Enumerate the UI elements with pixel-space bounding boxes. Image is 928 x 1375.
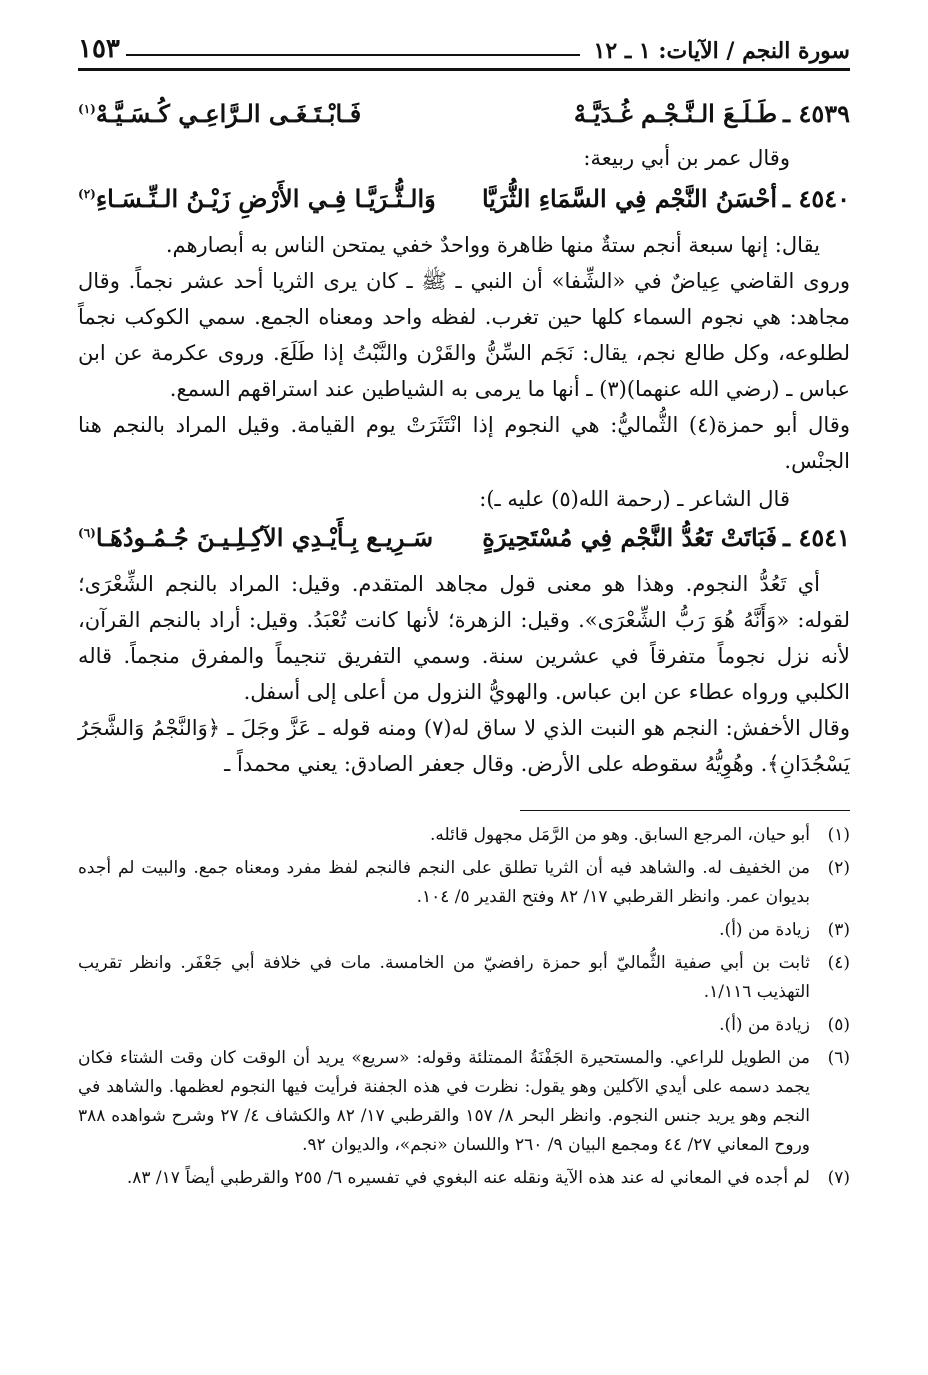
- running-title: سورة النجم / الآيات: ١ ـ ١٢: [593, 38, 850, 64]
- footnote-text: أبو حيان، المرجع السابق. وهو من الرَّمَل مجهول قائله.: [430, 825, 810, 845]
- footnote-number: (١): [827, 825, 850, 845]
- footnote-text: لم أجده في المعاني له عند هذه الآية ونقله عنه البغوي في تفسيره ٦/ ٢٥٥ والقرطبي أيضاً ١٧/ ٨٣.: [126, 1168, 810, 1188]
- footnotes: [78, 821, 850, 1193]
- footnote-item: [78, 916, 850, 945]
- commentary-paragraph: [78, 566, 850, 782]
- footnote-item: [78, 1044, 850, 1160]
- footnote-item: [78, 821, 850, 850]
- footnote-text: زيادة من (أ).: [719, 1015, 810, 1035]
- poetry-verse: [78, 99, 850, 128]
- footnote-item: [78, 854, 850, 912]
- footnote-number: (٧): [827, 1168, 850, 1188]
- poetry-verse: [78, 523, 850, 552]
- attribution-line: قال الشاعر ـ (رحمة الله(٥) عليه ـ):: [479, 487, 790, 511]
- verse-hemistich-first: طَـلَـعَ الـنَّـجْـم غُـدَيَّـهْ: [573, 99, 778, 128]
- footnote-divider: [520, 810, 850, 811]
- verse-number: ٤٥٣٩ ـ: [783, 99, 850, 128]
- poetry-verse: [78, 184, 850, 213]
- paragraph-line: وقال أبو حمزة(٤) الثُّماليُّ: هي النجوم إذا انْتَثَرَتْ يوم القيامة. وقيل المراد بالنجم هنا الجنْس.: [78, 413, 850, 473]
- footnote-number: (٥): [827, 1015, 850, 1035]
- footnote-ref: (٢): [78, 187, 96, 201]
- paragraph-line: وروى القاضي عِياضٌ في «الشِّفا» أن النبي ـ ﷺ ـ كان يرى الثريا أحد عشر نجماً. وقال مجاهد: هي نجوم السماء كلها حين تغرب. لفظه واحد ومعناه الجمع. سمي الكوكب نجماً لطلوعه، وكل طالع نجم، يقال: نَجَم السِّنُّ والقَرْن والنَّبْتُ إذا طَلَعَ. وروى عكرمة عن ابن عباس ـ (رضي الله عنهما)(٣) ـ أنها ما يرمى به الشياطين عند استراقهم السمع.: [78, 269, 850, 401]
- footnote-number: (٦): [827, 1048, 850, 1068]
- footnote-text: ثابت بن أبي صفية الثُّماليّ أبو حمزة رافضيّ من الخامسة. مات في خلافة أبي جَعْفَر. وانظر تقريب التهذيب ١/١١٦.: [78, 953, 810, 1002]
- verse-hemistich-first: أحْسَنُ النَّجْم فِي السَّمَاءِ الثُّرَيَّا: [481, 184, 778, 213]
- footnote-text: زيادة من (أ).: [719, 920, 810, 940]
- paragraph-line: يقال: إنها سبعة أنجم ستةٌ منها ظاهرة وواحدٌ خفي يمتحن الناس به أبصارهم.: [165, 233, 820, 257]
- footnote-number: (٤): [827, 953, 850, 973]
- header-divider: [78, 68, 850, 71]
- attribution-line: وقال عمر بن أبي ربيعة:: [583, 146, 790, 170]
- page-number: ١٥٣: [78, 34, 120, 64]
- verse-hemistich-second: سَـرِيـع بِـأَيْـدِي الآكِـلِـيـنَ جُـمُـودُهَـا$^{(٦)}$: [78, 523, 434, 552]
- header-rule: [126, 54, 580, 56]
- verse-number: ٤٥٤١ ـ: [783, 523, 850, 552]
- footnote-item: [78, 1011, 850, 1040]
- paragraph-line: وقال الأخفش: النجم هو النبت الذي لا ساق له(٧) ومنه قوله ـ عَزَّ وجَلَ ـ ﴿وَالنَّجْمُ وَالشَّجَرُ يَسْجُدَانِ﴾. وهُوِيُّهُ سقوطه على الأرض. وقال جعفر الصادق: يعني محمداً ـ: [78, 716, 850, 776]
- footnote-number: (٢): [827, 858, 850, 878]
- footnote-number: (٣): [827, 920, 850, 940]
- footnote-text: من الخفيف له. والشاهد فيه أن الثريا تطلق على النجم فالنجم لفظ مفرد ومعناه جمع. والبيت لم أجده بديوان عمر. وانظر القرطبي ١٧/ ٨٢ وفتح القدير ٥/ ١٠٤.: [78, 858, 810, 907]
- commentary-paragraph: [78, 227, 850, 479]
- footnote-ref: (٦): [78, 526, 96, 540]
- verse-hemistich-second: فَـابْـتَـغَـى الـرَّاعِـي كُـسَـيَّـهْ$^{(١)}$: [78, 99, 362, 128]
- paragraph-line: أي تَعُدُّ النجوم. وهذا هو معنى قول مجاهد المتقدم. وقيل: المراد بالنجم الشِّعْرَى؛ لقوله: «وَأَنَّهُ هُوَ رَبُّ الشِّعْرَى». وقيل: الزهرة؛ لأنها كانت تُعْبَدُ. وقيل: أراد بالنجم القرآن، لأنه نزل نجوماً متفرقاً في عشرين سنة. وسمي التفريق تنجيماً والمفرق منجماً. قاله الكلبي ورواه عطاء عن ابن عباس. والهويُّ النزول من أعلى إلى أسفل.: [78, 572, 850, 704]
- verse-number: ٤٥٤٠ ـ: [783, 184, 850, 213]
- footnote-text: من الطويل للراعي. والمستحيرة الجَفْنَةُ الممتلئة وقوله: «سريع» يريد أن الوقت كان وقت الشتاء فكان يجمد دسمه على أيدي الآكلين وهو يقول: نظرت في هذه الجفنة فرأيت فيها النجوم لعظمها. والشاهد في النجم وهو يريد جنس النجوم. وانظر البحر ٨/ ١٥٧ والقرطبي ١٧/ ٨٢ والكشاف ٤/ ٢٧ وشرح شواهده ٣٨٨ وروح المعاني ٢٧/ ٤٤ ومجمع البيان ٩/ ٢٦٠ واللسان «نجم»، والديوان ٩٢.: [78, 1048, 810, 1155]
- footnote-ref: (١): [78, 102, 96, 116]
- verse-hemistich-second: وَالـثُّـرَيَّـا فِـي الأَرْضِ زَيْـنُ الـنِّـسَـاءِ$^{(٢)}$: [78, 184, 436, 213]
- footnote-item: [78, 949, 850, 1007]
- footnote-item: [78, 1164, 850, 1193]
- verse-hemistich-first: فَبَاتَتْ تَعُدُّ النَّجْم فِي مُسْتَحِيرَةٍ: [482, 523, 778, 552]
- page-header: [78, 30, 850, 64]
